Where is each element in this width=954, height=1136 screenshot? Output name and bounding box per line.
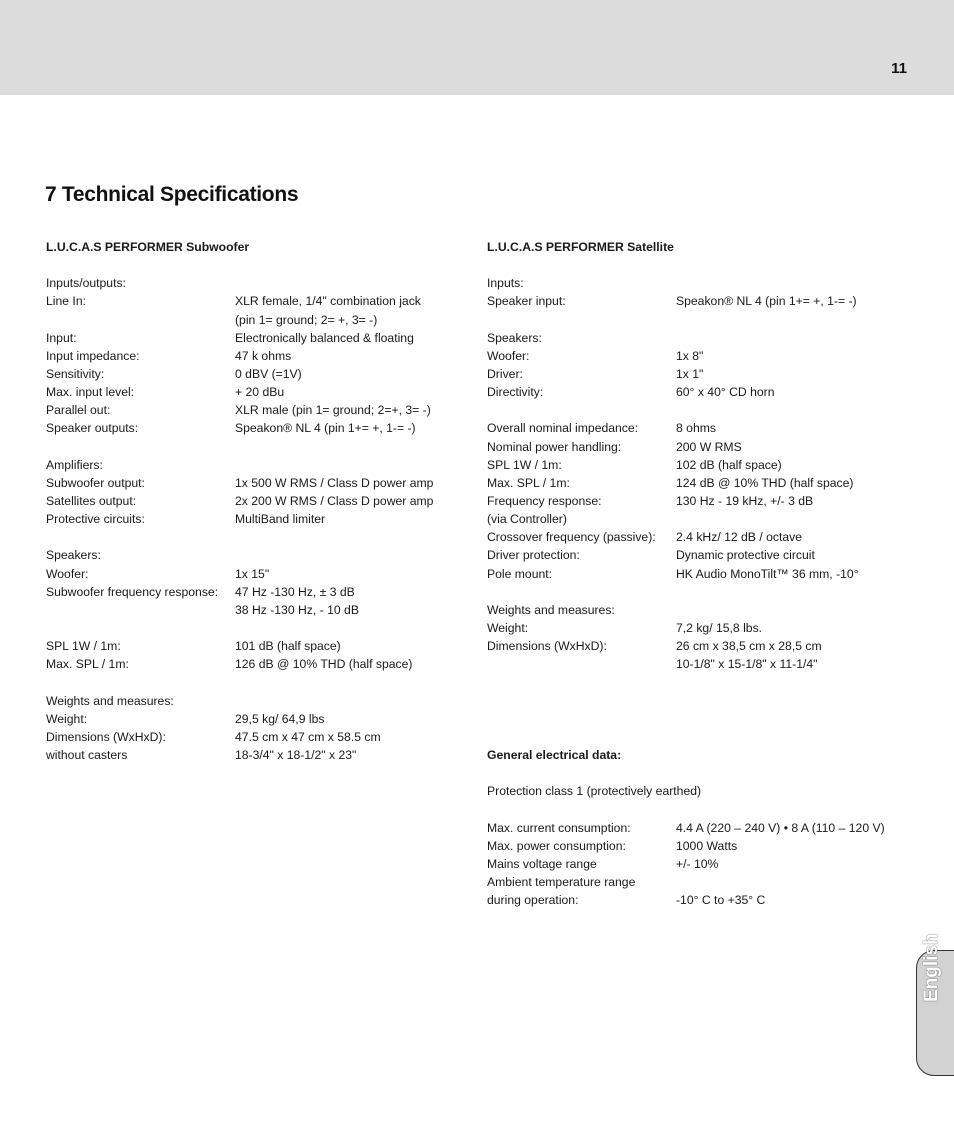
spec-value: Speakon® NL 4 (pin 1+= +, 1-= -) <box>235 421 416 436</box>
spec-label: Protective circuits: <box>46 512 145 527</box>
spec-value: 1x 500 W RMS / Class D power amp <box>235 475 434 490</box>
spec-value: 0 dBV (=1V) <box>235 366 302 381</box>
satellite-specs <box>487 238 907 909</box>
spec-value: + 20 dBu <box>235 385 285 400</box>
spec-label: Woofer: <box>487 348 530 363</box>
spec-label: Weight: <box>487 620 529 635</box>
spec-row <box>487 438 907 456</box>
spec-row <box>487 474 907 492</box>
spec-label: Protection class 1 (protectively earthed) <box>487 784 702 799</box>
spec-value: -10° C to +35° C <box>676 893 766 908</box>
header-band <box>0 0 954 95</box>
spec-label <box>46 619 235 637</box>
spec-label: Max. SPL / 1m: <box>487 475 570 490</box>
spec-value: Dynamic protective circuit <box>676 548 815 563</box>
spec-row <box>46 673 446 691</box>
spec-row <box>46 438 446 456</box>
spec-row <box>487 510 907 528</box>
spec-value: 38 Hz -130 Hz, - 10 dB <box>235 602 359 617</box>
spec-value: XLR female, 1/4" combination jack <box>235 294 421 309</box>
spec-value: 7,2 kg/ 15,8 lbs. <box>676 620 763 635</box>
electrical-rows <box>487 782 907 909</box>
spec-value: 47.5 cm x 47 cm x 58.5 cm <box>235 729 381 744</box>
spec-label: Inputs/outputs: <box>46 276 126 291</box>
spec-row <box>46 510 446 528</box>
spec-row <box>46 347 446 365</box>
spec-row <box>487 383 907 401</box>
spec-row <box>487 401 907 419</box>
section-title: 7 Technical Specifications <box>45 183 299 206</box>
spec-row <box>46 565 446 583</box>
subwoofer-heading: L.U.C.A.S PERFORMER Subwoofer <box>46 240 250 254</box>
spec-value: 1x 15" <box>235 566 270 581</box>
spec-row <box>46 655 446 673</box>
spec-value: 102 dB (half space) <box>676 457 782 472</box>
spec-row <box>46 274 446 292</box>
satellite-heading: L.U.C.A.S PERFORMER Satellite <box>487 240 674 254</box>
spec-value: 1000 Watts <box>676 838 738 853</box>
spec-label <box>46 528 235 546</box>
spec-label: Frequency response: <box>487 493 602 508</box>
spec-row <box>46 492 446 510</box>
spec-label: Max. input level: <box>46 385 135 400</box>
spec-value: 1x 8" <box>676 348 704 363</box>
spec-row <box>487 419 907 437</box>
spec-value: MultiBand limiter <box>235 512 326 527</box>
spec-value: 4.4 A (220 – 240 V) • 8 A (110 – 120 V) <box>676 820 885 835</box>
spec-row <box>46 710 446 728</box>
spec-label <box>46 673 235 691</box>
subwoofer-specs <box>46 238 446 764</box>
spec-row <box>46 292 446 310</box>
spec-label: Nominal power handling: <box>487 439 622 454</box>
spec-label: Weight: <box>46 711 88 726</box>
spacer <box>487 692 907 710</box>
spec-label: Max. power consumption: <box>487 838 626 853</box>
spec-label: Woofer: <box>46 566 89 581</box>
spec-row <box>487 655 907 673</box>
spec-label: Crossover frequency (passive): <box>487 530 656 545</box>
spacer <box>487 764 907 782</box>
spec-label: Dimensions (WxHxD): <box>487 639 607 654</box>
spec-row <box>487 311 907 329</box>
spec-label: Driver protection: <box>487 548 580 563</box>
spacer <box>487 710 907 728</box>
subwoofer-rows <box>46 274 446 764</box>
spec-row <box>487 274 907 292</box>
spec-label: Max. SPL / 1m: <box>46 657 129 672</box>
spec-row <box>487 819 907 837</box>
spec-value: 26 cm x 38,5 cm x 28,5 cm <box>676 639 822 654</box>
spec-row <box>46 528 446 546</box>
spec-row <box>487 528 907 546</box>
spec-label: Weights and measures: <box>487 602 615 617</box>
spec-row <box>487 292 907 310</box>
spec-label: Weights and measures: <box>46 693 174 708</box>
spec-label: (via Controller) <box>487 512 567 527</box>
spec-label: Subwoofer output: <box>46 475 145 490</box>
spec-value: 29,5 kg/ 64,9 lbs <box>235 711 325 726</box>
satellite-rows <box>487 274 907 673</box>
spec-value: 8 ohms <box>676 421 716 436</box>
spec-label <box>487 800 676 818</box>
spec-value: 130 Hz - 19 kHz, +/- 3 dB <box>676 493 814 508</box>
spec-row <box>487 837 907 855</box>
spec-value: 1x 1" <box>676 366 704 381</box>
spec-row <box>46 365 446 383</box>
spec-row <box>487 365 907 383</box>
page-number: 11 <box>891 60 907 77</box>
spec-label <box>487 583 676 601</box>
spec-label <box>487 655 676 673</box>
spec-label: Satellites output: <box>46 493 137 508</box>
spec-label: without casters <box>46 747 128 762</box>
spec-label: Driver: <box>487 366 523 381</box>
spec-label: Speakers: <box>46 548 101 563</box>
spec-row <box>487 565 907 583</box>
spec-row <box>46 383 446 401</box>
spec-label: Speakers: <box>487 330 542 345</box>
spec-row <box>487 546 907 564</box>
spec-value: 2x 200 W RMS / Class D power amp <box>235 493 434 508</box>
spec-value: 101 dB (half space) <box>235 639 341 654</box>
spec-label <box>46 438 235 456</box>
spec-label: Overall nominal impedance: <box>487 421 639 436</box>
spec-row <box>46 329 446 347</box>
spec-row <box>46 546 446 564</box>
spacer <box>46 256 446 274</box>
spec-label: Input: <box>46 330 77 345</box>
spec-value: 2.4 kHz/ 12 dB / octave <box>676 530 803 545</box>
spec-value: Electronically balanced & floating <box>235 330 414 345</box>
spec-value: (pin 1= ground; 2= +, 3= -) <box>235 312 378 327</box>
spec-value: HK Audio MonoTilt™ 36 mm, -10° <box>676 566 859 581</box>
spec-value: 124 dB @ 10% THD (half space) <box>676 475 854 490</box>
spec-label <box>46 601 235 619</box>
spec-label <box>46 311 235 329</box>
spec-label <box>487 311 676 329</box>
spec-label: Directivity: <box>487 385 544 400</box>
spec-value: 47 k ohms <box>235 348 292 363</box>
spec-row <box>487 492 907 510</box>
spec-value: 60° x 40° CD horn <box>676 385 775 400</box>
spec-label: Mains voltage range <box>487 856 597 871</box>
spec-value: 10-1/8" x 15-1/8" x 11-1/4" <box>676 657 818 672</box>
spec-row <box>487 456 907 474</box>
spec-value: 47 Hz -130 Hz, ± 3 dB <box>235 584 355 599</box>
spec-label: Parallel out: <box>46 403 111 418</box>
spec-label: Line In: <box>46 294 86 309</box>
spec-row <box>487 637 907 655</box>
spec-row <box>487 619 907 637</box>
spec-row <box>46 728 446 746</box>
spec-row <box>46 583 446 601</box>
spec-row <box>46 311 446 329</box>
spacer <box>487 673 907 691</box>
spec-label <box>487 401 676 419</box>
spec-label: Pole mount: <box>487 566 553 581</box>
spacer <box>487 256 907 274</box>
spec-row <box>487 601 907 619</box>
spec-value: 200 W RMS <box>676 439 742 454</box>
spec-label: Subwoofer frequency response: <box>46 584 219 599</box>
spec-label: Max. current consumption: <box>487 820 631 835</box>
spec-row <box>487 855 907 873</box>
spec-row <box>487 891 907 909</box>
spec-row <box>487 347 907 365</box>
spec-row <box>46 692 446 710</box>
spec-row <box>46 601 446 619</box>
spec-label: Sensitivity: <box>46 366 105 381</box>
spec-value: Speakon® NL 4 (pin 1+= +, 1-= -) <box>676 294 857 309</box>
spec-value: XLR male (pin 1= ground; 2=+, 3= -) <box>235 403 431 418</box>
spec-row <box>487 329 907 347</box>
spec-value: 18-3/4" x 18-1/2" x 23" <box>235 747 357 762</box>
spec-row <box>46 456 446 474</box>
spec-row <box>46 474 446 492</box>
spec-value: 126 dB @ 10% THD (half space) <box>235 657 413 672</box>
spec-label: Speaker input: <box>487 294 566 309</box>
spec-label: Input impedance: <box>46 348 140 363</box>
spec-row <box>46 401 446 419</box>
language-tab-label: English <box>921 933 942 1002</box>
spec-row <box>487 583 907 601</box>
spec-label: Inputs: <box>487 276 524 291</box>
spec-label: Dimensions (WxHxD): <box>46 729 166 744</box>
spec-label: Ambient temperature range <box>487 874 636 889</box>
spec-row <box>487 800 907 818</box>
spec-label: SPL 1W / 1m: <box>46 639 121 654</box>
spec-row <box>46 619 446 637</box>
spec-row <box>46 419 446 437</box>
spec-row <box>46 637 446 655</box>
spec-row <box>487 873 907 891</box>
spec-label: SPL 1W / 1m: <box>487 457 562 472</box>
spacer <box>487 728 907 746</box>
spec-label: during operation: <box>487 893 579 908</box>
spec-value: +/- 10% <box>676 856 719 871</box>
spec-label: Speaker outputs: <box>46 421 139 436</box>
spec-row <box>46 746 446 764</box>
spec-row <box>487 782 907 800</box>
electrical-heading: General electrical data: <box>487 747 622 762</box>
spec-label: Amplifiers: <box>46 457 103 472</box>
